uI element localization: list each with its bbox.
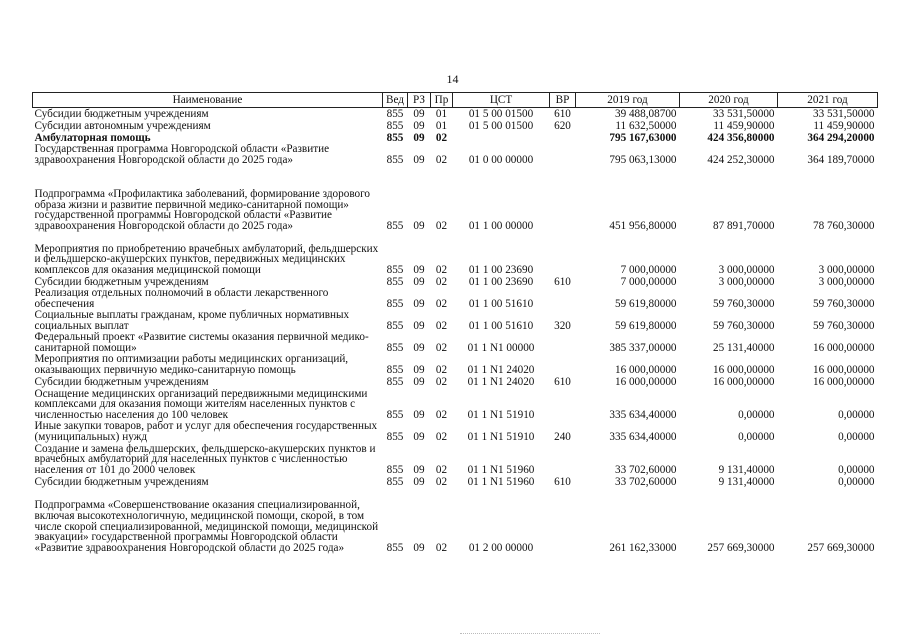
table-row <box>33 476 878 488</box>
row-name: Подпрограмма «Профилактика заболеваний, формирование здорового образа жизни и развитие первичной медико-санитарной помощи» государственной программы Новгородской области «Развитие здравоохранения Новгородской области до 2025 года» <box>34 187 371 233</box>
row-ved: 855 <box>386 264 404 277</box>
row-2021: 3 000,00000 <box>818 276 875 289</box>
row-cst <box>453 132 550 144</box>
row-2021: 364 189,70000 <box>807 154 875 167</box>
row-2021: 16 000,00000 <box>812 342 875 355</box>
table-row <box>33 120 878 132</box>
row-pr: 02 <box>435 364 448 377</box>
row-vr <box>550 144 576 166</box>
row-2021: 33 531,50000 <box>812 108 875 121</box>
row-rz: 09 <box>413 476 425 489</box>
row-cst: 01 2 00 00000 <box>468 542 534 555</box>
row-2019: 385 337,00000 <box>609 342 677 355</box>
row-vr <box>550 288 576 310</box>
row-vr <box>550 354 576 376</box>
row-vr <box>550 232 576 276</box>
budget-table <box>32 92 878 554</box>
row-ved: 855 <box>386 409 404 422</box>
table-row <box>33 144 878 166</box>
row-2020: 3 000,00000 <box>718 264 775 277</box>
table-row <box>33 276 878 288</box>
row-cst: 01 1 00 23690 <box>468 264 534 277</box>
row-2019: 7 000,00000 <box>620 276 677 289</box>
row-rz: 09 <box>413 409 425 422</box>
row-cst: 01 5 00 01500 <box>468 108 534 121</box>
row-pr: 01 <box>435 108 448 121</box>
header-2021: 2021 год <box>778 93 878 108</box>
row-2020: 9 131,40000 <box>718 476 775 489</box>
row-pr: 02 <box>435 264 448 277</box>
row-2021: 59 760,30000 <box>812 298 875 311</box>
row-2019: 335 634,40000 <box>609 431 677 444</box>
row-2019: 39 488,08700 <box>614 108 677 121</box>
row-ved: 855 <box>386 320 404 333</box>
row-ved: 855 <box>386 464 404 477</box>
row-cst: 01 1 N1 51960 <box>467 476 535 489</box>
row-cst: 01 1 N1 51960 <box>467 464 535 477</box>
row-pr: 02 <box>435 376 448 389</box>
page-number: 14 <box>446 72 459 86</box>
row-name: Оснащение медицинских организаций передвижными медицинскими комплексами для оказания помощи жителям населенных пунктов с численностью населения до 100 человек <box>34 387 368 422</box>
row-2019: 795 063,13000 <box>609 154 677 167</box>
row-pr: 02 <box>435 431 448 444</box>
row-name: Создание и замена фельдшерских, фельдшерско-акушерских пунктов и врачебных амбулаторий для населенных пунктов с численностью населения от 101 до 2000 человек <box>34 442 376 477</box>
row-ved: 855 <box>386 431 404 444</box>
row-rz: 09 <box>413 108 425 121</box>
row-rz: 09 <box>413 132 425 145</box>
row-name: Субсидии бюджетным учреждениям <box>34 108 209 121</box>
row-2021: 257 669,30000 <box>807 542 875 555</box>
row-2019: 33 702,60000 <box>614 464 677 477</box>
row-rz: 09 <box>413 464 425 477</box>
row-pr: 02 <box>435 132 448 145</box>
row-2021: 11 459,90000 <box>813 120 875 133</box>
row-2020: 9 131,40000 <box>718 464 775 477</box>
table-row <box>33 443 878 476</box>
row-2020: 424 252,30000 <box>707 154 775 167</box>
row-2020: 16 000,00000 <box>712 376 775 389</box>
row-rz: 09 <box>413 276 425 289</box>
header-2019: 2019 год <box>576 93 680 108</box>
row-vr: 610 <box>554 108 571 121</box>
row-2020: 0,00000 <box>738 431 775 444</box>
row-2021: 0,00000 <box>838 409 875 422</box>
row-vr: 240 <box>554 431 571 444</box>
table-row <box>33 310 878 332</box>
row-cst: 01 1 N1 51910 <box>467 431 535 444</box>
row-vr: 610 <box>554 476 571 489</box>
row-rz: 09 <box>413 120 425 133</box>
table-row <box>33 288 878 310</box>
row-pr: 02 <box>435 320 448 333</box>
row-2021: 0,00000 <box>838 464 875 477</box>
table-row <box>33 166 878 232</box>
header-name: Наименование <box>33 93 383 108</box>
row-vr <box>550 388 576 421</box>
row-2019: 7 000,00000 <box>620 264 677 277</box>
row-cst: 01 0 00 00000 <box>468 154 534 167</box>
row-pr: 02 <box>435 276 448 289</box>
row-2020: 257 669,30000 <box>707 542 775 555</box>
row-cst: 01 1 N1 24020 <box>467 376 535 389</box>
row-name: Государственная программа Новгородской области «Развитие здравоохранения Новгородской области до 2025 года» <box>34 143 330 167</box>
header-2020: 2020 год <box>680 93 778 108</box>
row-ved: 855 <box>386 342 404 355</box>
row-name: Иные закупки товаров, работ и услуг для обеспечения государственных (муниципальных) нужд <box>34 420 378 444</box>
table-row <box>33 332 878 354</box>
row-2020: 3 000,00000 <box>718 276 775 289</box>
row-vr: 320 <box>554 320 571 333</box>
row-cst: 01 5 00 01500 <box>468 120 534 133</box>
row-name: Федеральный проект «Развитие системы оказания первичной медико-санитарной помощи» <box>34 331 369 355</box>
row-2019: 335 634,40000 <box>609 409 677 422</box>
row-2019: 33 702,60000 <box>614 476 677 489</box>
row-pr: 02 <box>435 154 448 167</box>
table-row <box>33 488 878 554</box>
row-vr <box>550 332 576 354</box>
table-row <box>33 421 878 443</box>
row-pr: 02 <box>435 464 448 477</box>
row-name: Мероприятия по приобретению врачебных амбулаторий, фельдшерских и фельдшерско-акушерских пунктов, передвижных медицинских комплексов для оказания медицинской помощи <box>34 242 379 277</box>
row-2021: 0,00000 <box>838 476 875 489</box>
row-2020: 424 356,80000 <box>707 132 775 145</box>
row-2019: 59 619,80000 <box>614 298 677 311</box>
row-2020: 25 131,40000 <box>712 342 775 355</box>
row-2021: 16 000,00000 <box>812 376 875 389</box>
row-pr: 02 <box>435 342 448 355</box>
row-rz: 09 <box>413 376 425 389</box>
row-ved: 855 <box>386 276 404 289</box>
row-2021: 364 294,20000 <box>807 132 875 145</box>
row-pr: 02 <box>435 476 448 489</box>
row-rz: 09 <box>413 542 425 555</box>
row-pr: 01 <box>435 120 448 133</box>
row-cst: 01 1 N1 24020 <box>467 364 535 377</box>
row-name: Субсидии автономным учреждениям <box>34 120 211 133</box>
row-cst: 01 1 00 51610 <box>468 298 534 311</box>
row-rz: 09 <box>413 320 425 333</box>
row-cst: 01 1 N1 51910 <box>467 409 535 422</box>
row-pr: 02 <box>435 298 448 311</box>
row-name: Социальные выплаты гражданам, кроме публичных нормативных социальных выплат <box>34 309 350 333</box>
header-pr: Пр <box>431 93 453 108</box>
row-pr: 02 <box>435 409 448 422</box>
scan-artifact <box>460 633 600 637</box>
row-rz: 09 <box>413 431 425 444</box>
row-cst: 01 1 00 23690 <box>468 276 534 289</box>
table-row <box>33 232 878 276</box>
row-2020: 87 891,70000 <box>712 220 775 233</box>
row-2020: 59 760,30000 <box>712 320 775 333</box>
row-2020: 59 760,30000 <box>712 298 775 311</box>
row-rz: 09 <box>413 154 425 167</box>
row-rz: 09 <box>413 342 425 355</box>
row-vr: 610 <box>554 276 571 289</box>
row-2019: 795 167,63000 <box>609 132 677 145</box>
row-name: Субсидии бюджетным учреждениям <box>34 476 209 489</box>
row-name: Мероприятия по оптимизации работы медицинских организаций, оказывающих первичную медико-санитарную помощь <box>34 353 349 377</box>
table-row <box>33 354 878 376</box>
row-ved: 855 <box>386 220 404 233</box>
row-2020: 33 531,50000 <box>712 108 775 121</box>
table-row <box>33 132 878 144</box>
header-ved: Вед <box>383 93 408 108</box>
row-name: Подпрограмма «Совершенствование оказания специализированной, включая высокотехнологичную, медицинской помощи, скорой, в том числе скорой специализированной, медицинской помощи, медицинской эвакуации» государственной программы Новгородской области «Развитие здравоохранения Новгородской области до 2025 года» <box>34 499 379 555</box>
header-cst: ЦСТ <box>453 93 550 108</box>
table-header <box>33 93 878 108</box>
row-2019: 16 000,00000 <box>614 376 677 389</box>
row-pr: 02 <box>435 220 448 233</box>
row-2021: 78 760,30000 <box>812 220 875 233</box>
row-ved: 855 <box>386 298 404 311</box>
row-2019: 16 000,00000 <box>614 364 677 377</box>
row-name: Субсидии бюджетным учреждениям <box>34 276 209 289</box>
row-2019: 451 956,80000 <box>609 220 677 233</box>
row-2019: 261 162,33000 <box>609 542 677 555</box>
row-vr: 610 <box>554 376 571 389</box>
row-ved: 855 <box>386 364 404 377</box>
row-ved: 855 <box>386 108 404 121</box>
row-pr: 02 <box>435 542 448 555</box>
header-rz: РЗ <box>408 93 431 108</box>
table-row <box>33 388 878 421</box>
row-vr <box>550 488 576 554</box>
row-rz: 09 <box>413 298 425 311</box>
row-name: Субсидии бюджетным учреждениям <box>34 376 209 389</box>
row-rz: 09 <box>413 364 425 377</box>
row-ved: 855 <box>386 542 404 555</box>
row-2020: 16 000,00000 <box>712 364 775 377</box>
table-row <box>33 108 878 121</box>
row-2021: 3 000,00000 <box>818 264 875 277</box>
row-rz: 09 <box>413 264 425 277</box>
row-2021: 16 000,00000 <box>812 364 875 377</box>
row-name: Реализация отдельных полномочий в области лекарственного обеспечения <box>34 287 329 311</box>
row-vr: 620 <box>554 120 571 133</box>
table-body <box>33 108 878 555</box>
row-2021: 59 760,30000 <box>812 320 875 333</box>
row-2020: 0,00000 <box>738 409 775 422</box>
row-ved: 855 <box>386 376 404 389</box>
header-vr: ВР <box>550 93 576 108</box>
table-row <box>33 376 878 388</box>
row-ved: 855 <box>386 154 404 167</box>
row-2019: 59 619,80000 <box>614 320 677 333</box>
row-vr <box>550 132 576 144</box>
row-ved: 855 <box>386 120 404 133</box>
row-cst: 01 1 00 00000 <box>468 220 534 233</box>
row-vr <box>550 166 576 232</box>
row-cst: 01 1 00 51610 <box>468 320 534 333</box>
row-2020: 11 459,90000 <box>713 120 775 133</box>
row-2019: 11 632,50000 <box>615 120 677 133</box>
row-vr <box>550 443 576 476</box>
row-ved: 855 <box>386 132 404 145</box>
row-2021: 0,00000 <box>838 431 875 444</box>
row-cst: 01 1 N1 00000 <box>467 342 535 355</box>
row-rz: 09 <box>413 220 425 233</box>
row-ved: 855 <box>386 476 404 489</box>
row-name: Амбулаторная помощь <box>34 132 151 145</box>
